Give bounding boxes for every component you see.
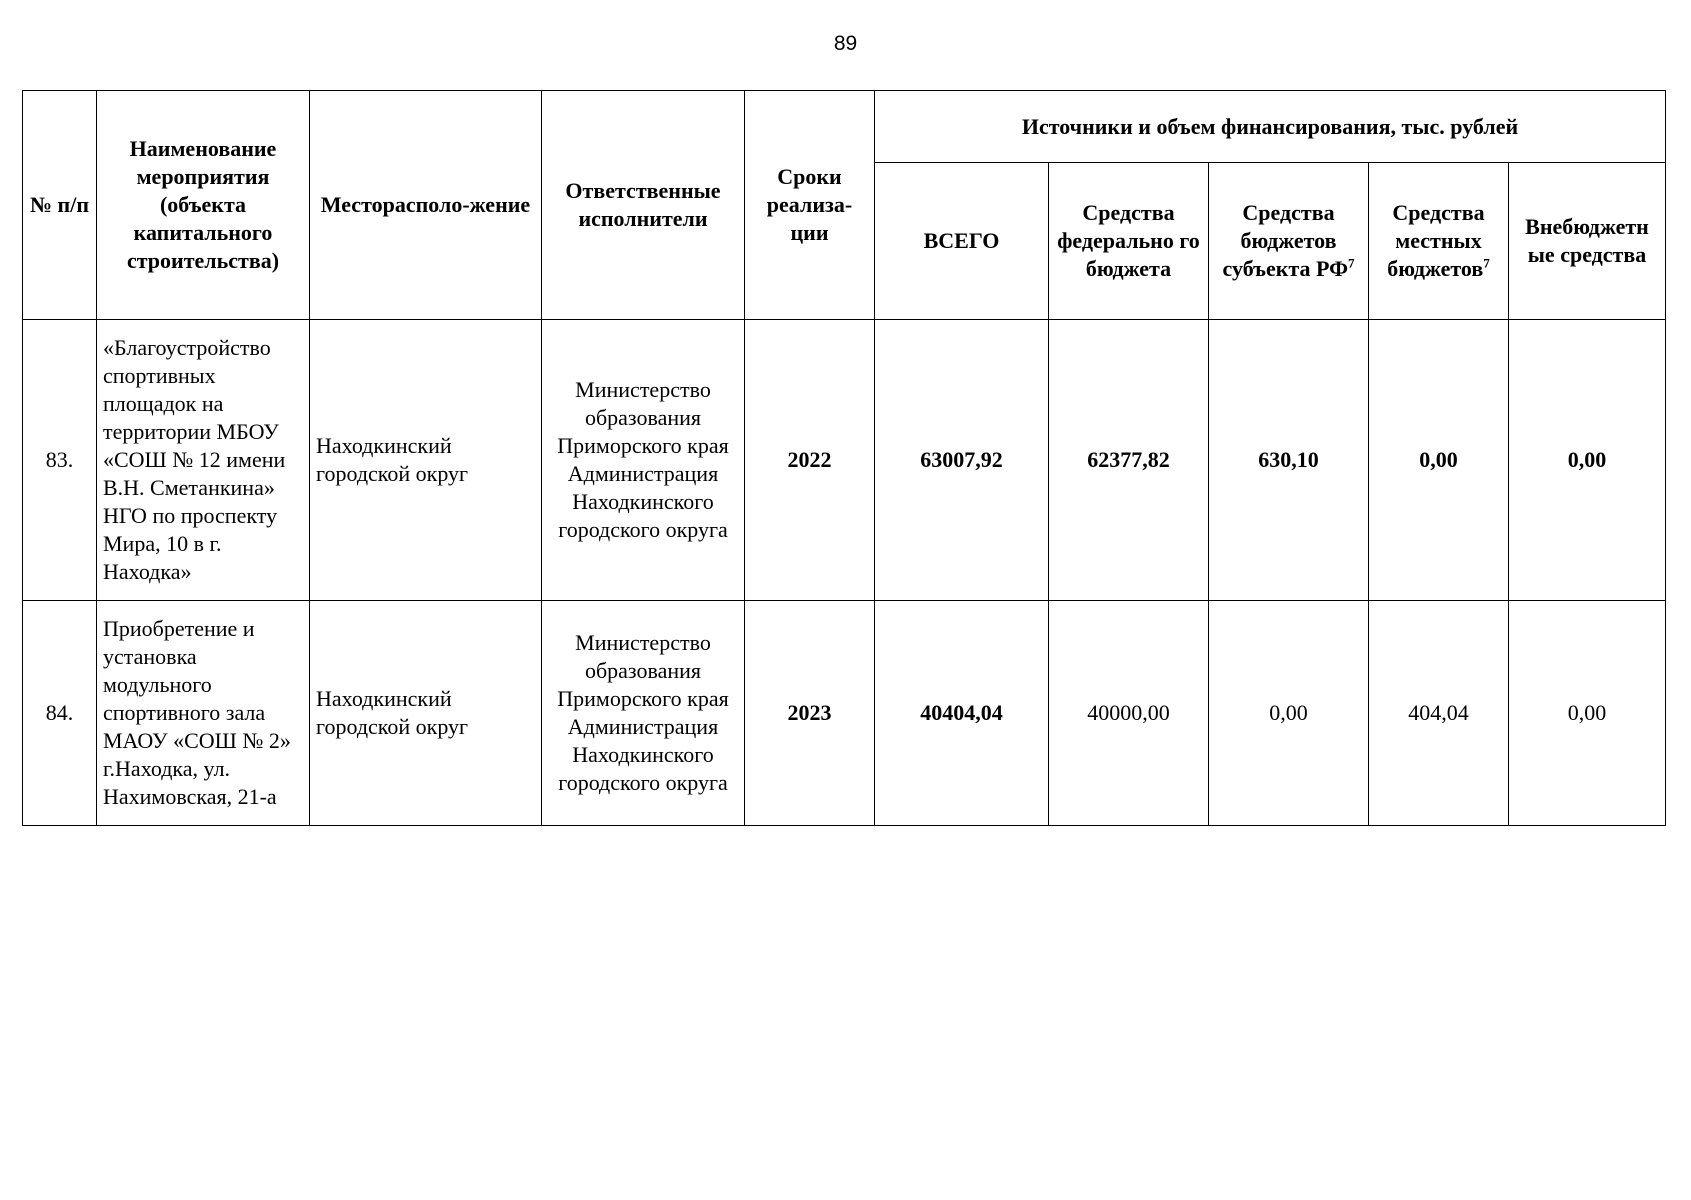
cell-federal: 62377,82 xyxy=(1049,320,1209,601)
cell-name: Приобретение и установка модульного спортивного зала МАОУ «СОШ № 2» г.Находка, ул. Нахимовская, 21-а xyxy=(97,601,310,826)
header-row xyxy=(23,91,1666,163)
header-local xyxy=(1369,163,1509,320)
cell-local: 404,04 xyxy=(1369,601,1509,826)
financing-table xyxy=(22,90,1666,826)
cell-terms: 2022 xyxy=(745,320,875,601)
cell-name: «Благоустройство спортивных площадок на территории МБОУ «СОШ № 12 имени В.Н. Сметанкина» НГО по проспекту Мира, 10 в г. Находка» xyxy=(97,320,310,601)
cell-responsible: Министерство образования Приморского края Администрация Находкинского городского округа xyxy=(542,320,745,601)
cell-total: 40404,04 xyxy=(875,601,1049,826)
cell-location: Находкинский городской округ xyxy=(310,320,542,601)
cell-local: 0,00 xyxy=(1369,320,1509,601)
header-responsible: Ответственные исполнители xyxy=(542,91,745,320)
cell-subject: 0,00 xyxy=(1209,601,1369,826)
cell-responsible: Министерство образования Приморского края Администрация Находкинского городского округа xyxy=(542,601,745,826)
cell-subject: 630,10 xyxy=(1209,320,1369,601)
cell-total: 63007,92 xyxy=(875,320,1049,601)
header-subject xyxy=(1209,163,1369,320)
header-terms: Сроки реализа-ции xyxy=(745,91,875,320)
header-location: Месторасполо-жение xyxy=(310,91,542,320)
cell-location: Находкинский городской округ xyxy=(310,601,542,826)
header-num: № п/п xyxy=(23,91,97,320)
cell-num: 83. xyxy=(23,320,97,601)
table-row xyxy=(23,320,1666,601)
cell-extra: 0,00 xyxy=(1509,601,1666,826)
header-local-label: Средства местных бюджетов xyxy=(1387,200,1485,281)
page-number: 89 xyxy=(833,32,858,55)
header-extra: Внебюджетн ые средства xyxy=(1509,163,1666,320)
cell-terms: 2023 xyxy=(745,601,875,826)
header-total: ВСЕГО xyxy=(875,163,1049,320)
table-row xyxy=(23,601,1666,826)
header-subject-label: Средства бюджетов субъекта РФ xyxy=(1222,200,1348,281)
header-sources-group: Источники и объем финансирования, тыс. рублей xyxy=(875,91,1666,163)
cell-federal: 40000,00 xyxy=(1049,601,1209,826)
cell-extra: 0,00 xyxy=(1509,320,1666,601)
cell-num: 84. xyxy=(23,601,97,826)
header-local-footnote: 7 xyxy=(1483,255,1490,271)
header-federal: Средства федерально го бюджета xyxy=(1049,163,1209,320)
header-subject-footnote: 7 xyxy=(1347,255,1355,271)
header-name: Наименование мероприятия (объекта капитального строительства) xyxy=(97,91,310,320)
